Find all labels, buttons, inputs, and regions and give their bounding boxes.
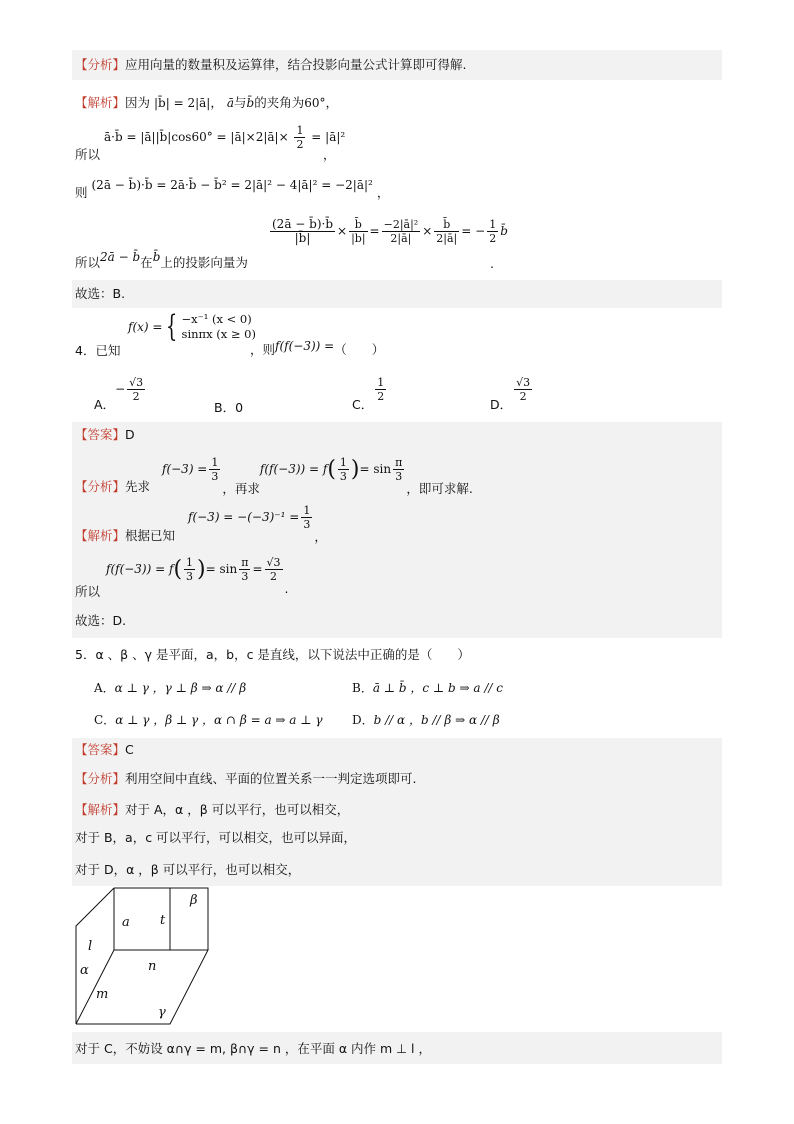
piecewise-cases [182,312,256,342]
q5-solution-b: 对于 B，a，c 可以平行，可以相交，也可以异面， [75,830,357,845]
q4-stem [75,342,120,360]
choice-text: 故选：B. [75,286,126,301]
q4-option-b: B．0 [214,400,244,415]
q3-analysis [75,56,467,74]
q5-solution-d: 对于 D，α ，β 可以平行，也可以相交， [75,862,301,877]
question-number: 4．已知 [75,343,121,358]
q4-choice: 故选：D. [75,613,127,628]
solution-pre: 根据已知 [125,528,176,543]
q5-solution-c: 对于 C，不妨设 α∩γ = m, β∩γ = n ，在平面 α 内作 m ⊥ l ， [75,1041,431,1056]
q4-option-c: C． $\frac{1}{2}$ [352,376,385,412]
projection-suffix: 上的投影向量为 [160,255,248,270]
projection-fraction-3: $\frac{\text{−2|ā|²}}{2|ā|}$ [383,218,419,245]
angle-text: 的夹角为 [254,95,305,110]
projection-on: 在 [140,255,153,270]
q4-solution-math2: f(f(−3)) = f( $\frac{1}{3}$ )= sin $\frac{\pi}{3}$ = $\frac{√3}{2}$ . [106,556,289,596]
planes-figure [74,886,210,1026]
q3-choice-band [72,280,722,308]
expansion-eq: (2ā − b̄)·b̄ = 2ā·b̄ − b̄² = 2|ā|² − 4|ā|² = −2|ā|² [91,178,373,192]
analysis-pre: 先求 [125,479,151,494]
answer-value: C [125,742,134,757]
label-a: a [122,915,130,930]
angle-value: 60° [304,96,326,110]
analysis-text: 利用空间中直线、平面的位置关系一一判定选项即可. [125,771,417,786]
projection-b: b̄ [152,250,161,264]
projection-prefix: 所以 [75,255,101,270]
fraction-num: 1 [296,124,304,137]
q4-option-d: D． $\frac{√3}{2}$ [490,376,531,412]
q5-answer [75,741,134,759]
label-l: l [88,939,93,954]
q3-eq1 [104,124,345,151]
q3-eq2-line: 则 (2ā − b̄)·b̄ = 2ā·b̄ − b̄² = 2|ā|² − 4|ā|² = −2|ā|² ， [75,178,390,200]
question-number: 5． [75,647,96,662]
q4-function-def [128,309,256,344]
projection-fraction-2: $\frac{b̄}{|b̄|}$ [351,218,366,245]
projection-vector: 2ā − b̄ [100,250,141,264]
vector-b: b̄ [246,96,255,110]
solution-a-text: 对于 A，α ，β 可以平行，也可以相交， [125,802,350,817]
q4-solution-math1: f(−3) = −(−3)⁻¹ = $\frac{1}{3}$ ， [188,504,327,544]
solution-tag: 【解析】 [75,95,126,110]
label-t: t [160,913,166,928]
with-text: 与 [234,95,247,110]
solution-tag: 【解析】 [75,528,126,543]
label-alpha: α [80,963,89,978]
brace: { [166,309,178,344]
q4-analysis [75,478,150,496]
plane-alpha-edge [76,888,114,1024]
q5-option-c: C．α ⊥ γ ，β ⊥ γ ，α ∩ β = a ⇒ a ⊥ γ [94,713,323,727]
q4-option-a: A．− $\frac{√3}{2}$ [94,376,144,412]
solution-tag: 【解析】 [75,802,126,817]
so-text: 所以 [75,147,101,162]
end-comma: ， [325,95,339,110]
answer-tag: 【答案】 [75,742,126,757]
ask-text: ，则 [250,342,276,357]
analysis-tag: 【分析】 [75,57,126,72]
condition-magnitude: |b̄| = 2|ā| [154,96,211,110]
label-beta: β [190,893,198,908]
q4-ask [250,340,384,358]
q5-option-d: D．b // α ，b // β ⇒ α // β [352,713,500,727]
projection-fraction-1: $\frac{(2ā - b̄)\cdot b̄}{|b̄|}$ [272,217,334,245]
q4-solution [75,527,175,545]
q4-answer [75,426,135,444]
label-gamma: γ [158,1005,166,1020]
analysis-text: 应用向量的数量积及运算律，结合投影向量公式计算即可得解. [125,57,467,72]
separator: ， [210,95,223,110]
answer-paren: （ ） [334,342,385,357]
question-stem: α 、β 、γ 是平面，a，b，c 是直线，以下说法中正确的是（ ） [95,647,470,662]
projection-fraction-4: $\frac{b̄}{2|ā|}$ [436,218,458,245]
q4-so-label: 所以 [75,584,101,599]
function-name: f(x) = [128,320,163,334]
answer-tag: 【答案】 [75,427,126,442]
label-n: n [148,959,157,974]
fraction-den: 2 [296,138,304,151]
q5-option-a: A．α ⊥ γ ，γ ⊥ β ⇒ α // β [94,681,247,695]
q3-solution-line [75,94,338,112]
q4-analysis-math: f(−3) = $\frac{1}{3}$ ，再求f(f(−3)) = f( $\frac{1}{3}$ )= sin $\frac{\pi}{3}$ ，即可求解. [162,456,473,496]
label-m: m [96,987,109,1002]
analysis-tag: 【分析】 [75,771,126,786]
case-negative: −x⁻¹ (x < 0) [181,312,252,326]
dot-product-result: = |ā|² [311,130,346,144]
projection-fraction-5: $\frac{1}{2}$ [489,218,497,245]
then-text: 则 [75,185,88,200]
q5-option-b: B．ā ⊥ b̄ ，c ⊥ b ⇒ a // c [352,681,503,695]
q5-solution-a [75,801,349,819]
analysis-tag: 【分析】 [75,479,126,494]
q3-choice [75,285,125,303]
q3-projection-line [75,250,248,272]
ask-expression: f(f(−3)) = [275,339,335,353]
half-fraction [294,124,305,151]
vector-a: ā [226,96,234,110]
dot-product-eq: ā·b̄ = |ā||b̄|cos60° = |ā|×2|ā|× [104,130,289,144]
projection-result-b: b̄ [500,224,508,238]
because-text: 因为 [125,95,151,110]
case-nonnegative: sinπx (x ≥ 0) [181,327,256,341]
answer-value: D [125,427,135,442]
q3-projection-formula: $\frac{(2ā - b̄)\cdot b̄}{|b̄|}$ × $\frac{b̄}{|b̄|}$ = $\frac{\text{−2|ā|²}}{2|ā|}$ × $\frac{b̄}{2|ā|}$ = − $\frac{1}{2}$ b̄ [272,217,508,245]
q3-so-label: 所以 ， [75,147,336,162]
q5-analysis [75,770,417,788]
q5-stem [75,646,470,664]
